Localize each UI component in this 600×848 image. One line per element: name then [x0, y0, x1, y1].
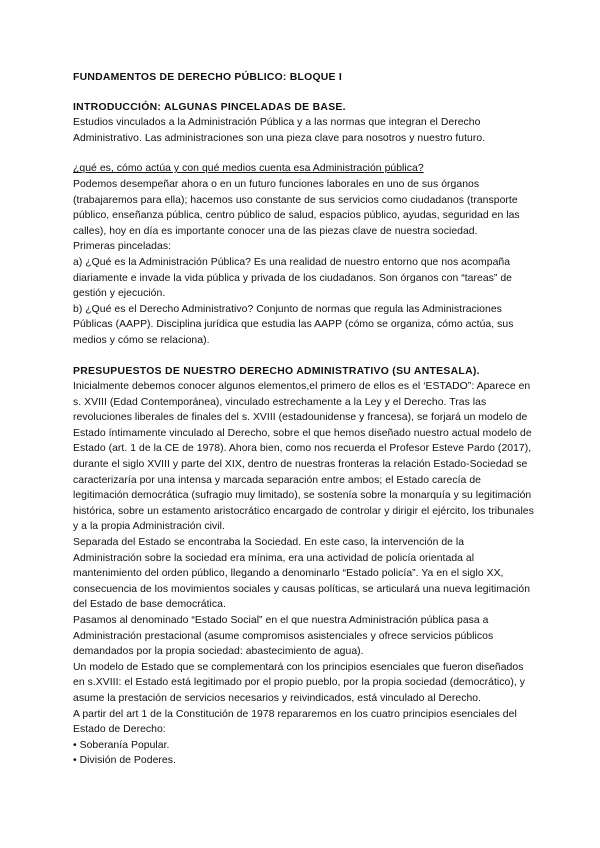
presupuestos-paragraph-1: Inicialmente debemos conocer algunos elementos,el primero de ellos es el ‘ESTADO”: Aparece en s. XVIII (Edad Contemporánea), vinculado estrechamente a la Ley y el Derecho. Tras las revoluciones liberales de finales del s. XVIII (estadounidense y francesa), se forjará un modelo de Estado íntimamente vinculado al Derecho, sobre el que hemos diseñado nuestro actual modelo de Estado (art. 1 de la CE de 1978). Ahora bien, como nos recuerda el Profesor Esteve Pardo (2017), durante el siglo XVIII y parte del XIX, dentro de nuestras fronteras la relación Estado-Sociedad se caracterizaría por una intensa y marcada separación entre ambos; el Estado carecía de legitimación democrática (sufragio muy limitado), se sostenía sobre la monarquía y su legitimación histórica, sobre un estamento aristocrático encargado de controlar y dirigir el ejército, los tribunales y a la propia Administración civil.	[73, 381, 534, 533]
section-question: ¿qué es, cómo actúa y con qué medios cuenta esa Administración pública?	[73, 163, 424, 175]
presupuestos-heading: PRESUPUESTOS DE NUESTRO DERECHO ADMINISTRATIVO (SU ANTESALA).	[73, 365, 480, 377]
document-page	[73, 70, 535, 769]
item-a-paragraph: a) ¿Qué es la Administración Pública? Es una realidad de nuestro entorno que nos acompaña diariamente e invade la vida pública y privada de los ciudadanos. Son órganos con “tareas” de gestión y ejecución.	[73, 256, 513, 300]
presupuestos-paragraph-5: A partir del art 1 de la Constitución de 1978 repararemos en los cuatro principios esenciales del Estado de Derecho:	[73, 708, 517, 736]
bullet-item: • División de Poderes.	[73, 755, 176, 767]
intro-paragraph: Estudios vinculados a la Administración Pública y a las normas que integran el Derecho Administrativo. Las administraciones son una pieza clave para nosotros y nuestro futuro.	[73, 117, 486, 144]
document-title: FUNDAMENTOS DE DERECHO PÚBLICO: BLOQUE I	[73, 72, 343, 83]
item-b-paragraph: b) ¿Qué es el Derecho Administrativo? Conjunto de normas que regula las Administraciones Públicas (AAPP). Disciplina jurídica que estudia las AAPP (cómo se organiza, cómo actúa, sus medios y cómo se relaciona).	[73, 303, 514, 346]
bullet-item: • Soberanía Popular.	[73, 739, 170, 751]
spacer	[73, 349, 535, 364]
spacer	[73, 146, 535, 161]
presupuestos-paragraph-4: Un modelo de Estado que se complementará con los principios esenciales que fueron diseñados en s.XVIII: el Estado está legitimado por el propio pueblo, por la propia sociedad (democrático), y asume la prestación de servicios necesarios y reivindicados, está vinculado al Derecho.	[73, 661, 525, 704]
primeras-label: Primeras pinceladas:	[73, 241, 172, 253]
question-paragraph: Podemos desempeñar ahora o en un futuro funciones laborales en uno de sus órganos (trabajaremos para ella); hacemos uso constante de sus servicios como ciudadanos (transporte público, enseñanza pública, centro público de salud, espacios público, ayudas, seguridad en las calles), hoy en día es importante conocer una de las piezas clave de nuestra sociedad.	[73, 178, 520, 237]
presupuestos-paragraph-2: Separada del Estado se encontraba la Sociedad. En este caso, la intervención de la Administración sobre la sociedad era mínima, era una actividad de policía orientada al mantenimiento del orden público, llegando a denominarlo “Estado policía”. Ya en el siglo XX, consecuencia de los movimientos sociales y causas políticas, se articulará una nueva legitimación del Estado de base democrática.	[73, 537, 531, 611]
presupuestos-paragraph-3: Pasamos al denominado “Estado Social” en el que nuestra Administración pública pasa a Administración prestacional (asume compromisos asistenciales y ofrece servicios públicos demandados por la propia sociedad: abastecimiento de agua).	[73, 615, 494, 658]
intro-heading: INTRODUCCIÓN: ALGUNAS PINCELADAS DE BASE.	[73, 101, 346, 113]
